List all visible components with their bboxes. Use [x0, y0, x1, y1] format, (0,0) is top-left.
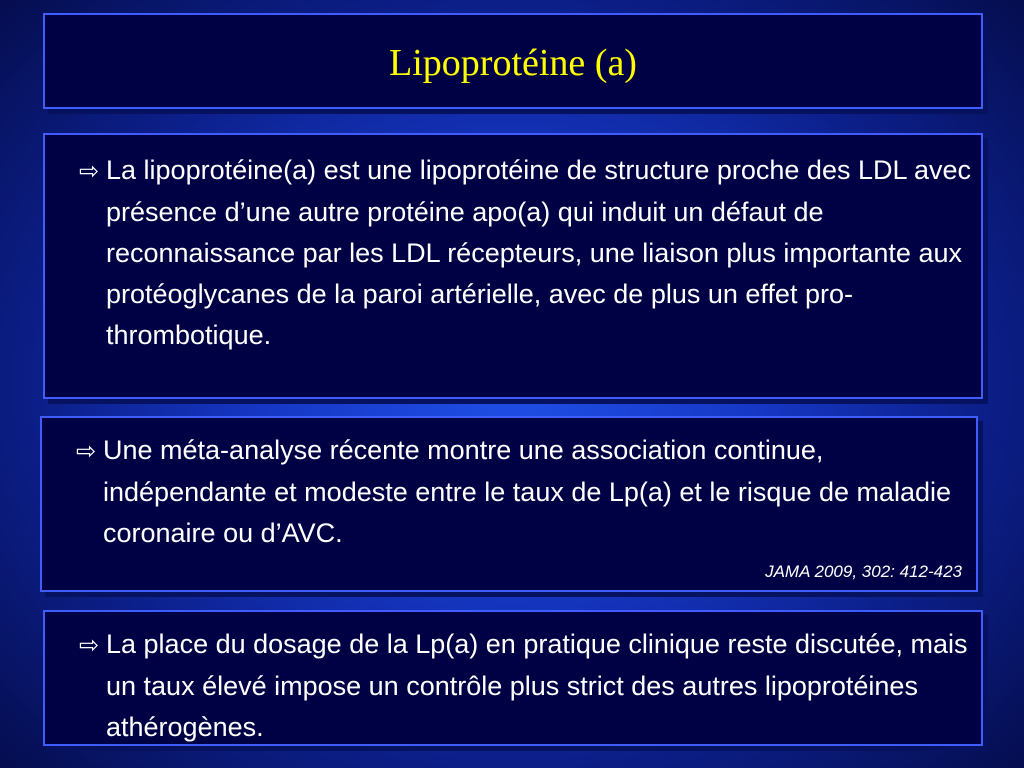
- bullet-2: [76, 430, 978, 554]
- reference-citation: JAMA 2009, 302: 412-423: [765, 562, 962, 581]
- slide-title: Lipoprotéine (a): [389, 42, 637, 84]
- title-box: [43, 13, 983, 109]
- bullet-3-text: La place du dosage de la Lp(a) en pratique clinique reste discutée, mais un taux élevé impose un contrôle plus strict des autres lipoprotéines athérogènes.: [106, 629, 968, 742]
- bullet-1-text: La lipoprotéine(a) est une lipoprotéine de structure proche des LDL avec présence d’une autre protéine apo(a) qui induit un défaut de reconnaissance par les LDL récepteurs, une liaison plus importante aux protéoglycanes de la paroi artérielle, avec de plus un effet pro-thrombotique.: [106, 155, 972, 350]
- bullet-1: [79, 150, 981, 356]
- bullet-3: [79, 624, 981, 748]
- bullet-box-3: [43, 610, 983, 746]
- arrow-right-icon: ⇨: [79, 632, 100, 659]
- bullet-box-1: [43, 133, 983, 399]
- arrow-right-icon: ⇨: [76, 438, 97, 465]
- arrow-right-icon: ⇨: [79, 158, 100, 185]
- bullet-2-text: Une méta-analyse récente montre une association continue, indépendante et modeste entre le taux de Lp(a) et le risque de maladie coronaire ou d’AVC.: [103, 435, 952, 548]
- bullet-box-2: [40, 416, 978, 592]
